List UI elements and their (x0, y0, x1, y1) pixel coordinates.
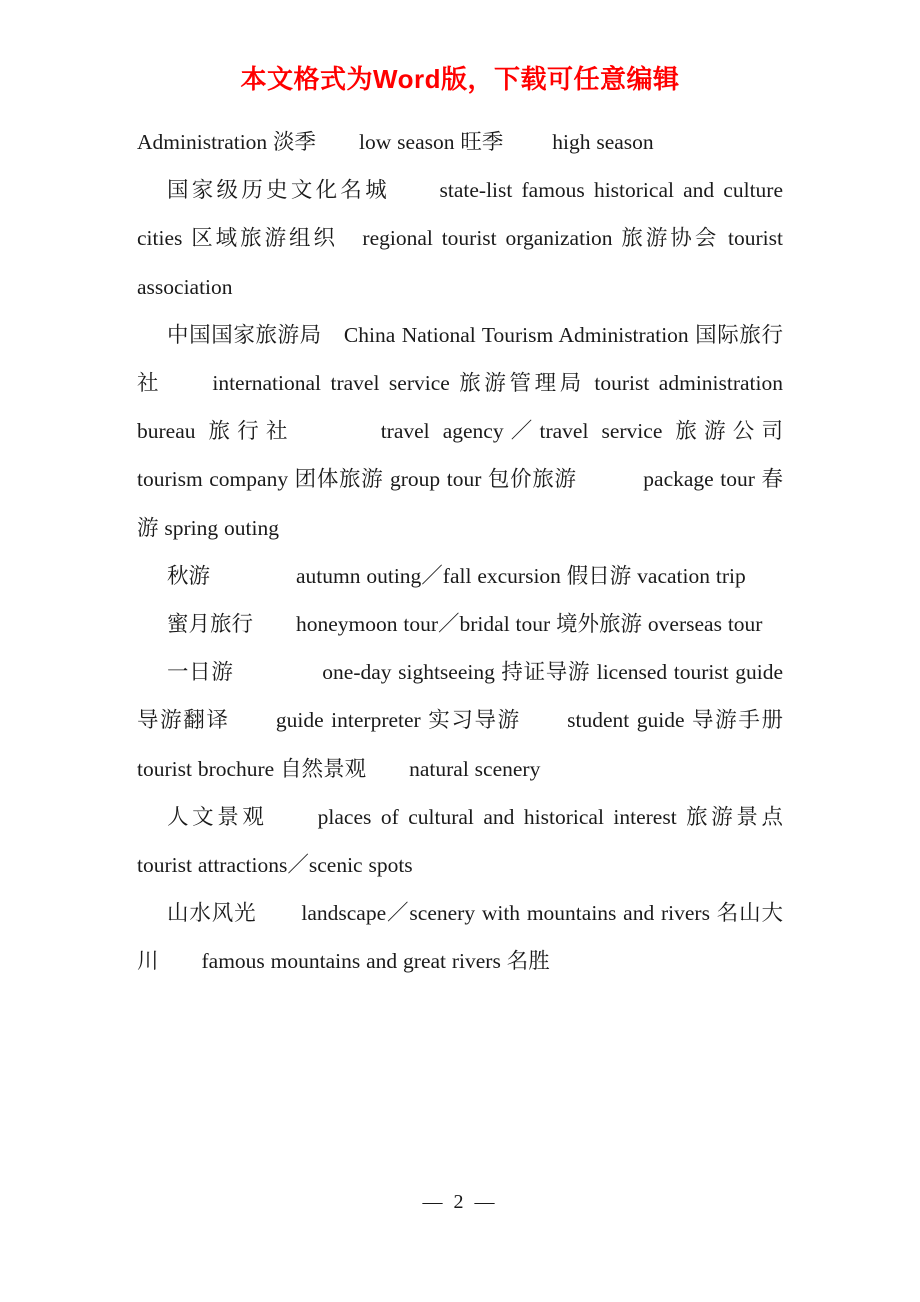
p-one-day-sightseeing: 一日游 one-day sightseeing 持证导游 licensed tourist guide 导游翻译 guide interpreter 实习导游 student guide 导游手册 tourist brochure 自然景观 natural scenery (137, 660, 827, 781)
p-landscape-scenery: 山水风光 landscape／scenery with mountains and rivers 名山大川 famous mountains and great rivers 名胜 (137, 901, 783, 974)
p-honeymoon-tour: 蜜月旅行 honeymoon tour／bridal tour 境外旅游 overseas tour (167, 612, 763, 637)
p-continuation-administration: Administration 淡季 low season 旺季 high season (137, 130, 654, 154)
document-body (137, 118, 827, 986)
word-format-banner: 本文格式为Word版，下载可任意编辑 (240, 64, 680, 94)
p-cultural-places: 人文景观 places of cultural and historical interest 旅游景点 tourist attractions／scenic spots (137, 804, 827, 878)
p-autumn-outing: 秋游 autumn outing／fall excursion 假日游 vacation trip (167, 563, 746, 588)
page-number-footer: — 2 — (422, 1191, 498, 1213)
p-state-list-cities: 国家级历史文化名城 state-list famous historical and culture cities 区域旅游组织 regional tourist organization 旅游协会 tourist association (137, 178, 783, 299)
p-cnta-travel-agency: 中国国家旅游局 China National Tourism Administration 国际旅行社 international travel service 旅游管理局 tourist administration bureau 旅行社 travel agency／travel service 旅游公司 tourism company 团体旅游 group tour 包价旅游 package tour 春游 spring outing (137, 322, 827, 540)
